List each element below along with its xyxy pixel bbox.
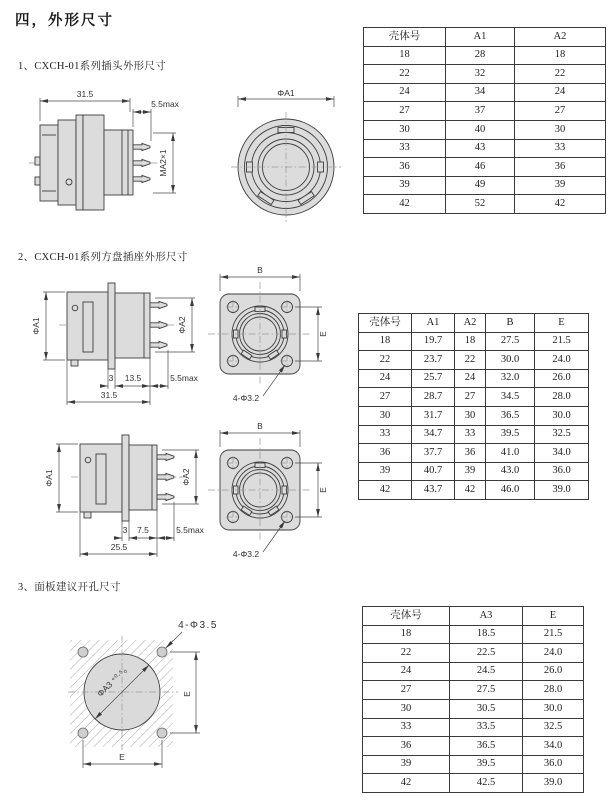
dim-flange-thickness-label: 3: [108, 373, 114, 383]
table-cell: 36: [515, 158, 606, 177]
table-cell: 28: [446, 46, 515, 65]
table-cell: 27: [359, 388, 412, 407]
table-cell: 33: [515, 139, 606, 158]
table-cell: 32.0: [486, 369, 535, 388]
table-cell: 46: [446, 158, 515, 177]
table-row: [359, 332, 589, 351]
table-cell: 40.7: [412, 462, 455, 481]
table-row: [359, 351, 589, 370]
dim-flange-thickness-label: 3: [122, 525, 128, 535]
table-cell: 43.0: [486, 462, 535, 481]
table-cell: 27: [515, 102, 606, 121]
table-cell: 36.5: [450, 737, 523, 756]
table-cell: 27.5: [486, 332, 535, 351]
table-cell: 30.0: [523, 699, 584, 718]
table-cell: 39: [515, 176, 606, 195]
table-cell: 23.7: [412, 351, 455, 370]
table-cell: 32.5: [523, 718, 584, 737]
table-row: [363, 718, 584, 737]
table-row: [359, 444, 589, 463]
table-cell: 37.7: [412, 444, 455, 463]
table-cell: 24.0: [535, 351, 589, 370]
table-cell: 43.7: [412, 481, 455, 500]
table-cell: 34.0: [535, 444, 589, 463]
table-cell: 22: [359, 351, 412, 370]
table-row: [363, 737, 584, 756]
section-2-heading: 2、CXCH-01系列方盘插座外形尺寸: [18, 252, 188, 263]
table-row: [363, 625, 584, 644]
column-header: B: [486, 314, 535, 333]
table-cell: 21.5: [523, 625, 584, 644]
dim-front-diameter-label: ΦA1: [44, 469, 54, 487]
table-cell: 18: [455, 332, 486, 351]
socket-dimensions-table: [358, 313, 589, 500]
table-cell: 34.7: [412, 425, 455, 444]
table-row: [363, 774, 584, 793]
dim-hole-spacing-label: E: [318, 331, 328, 337]
table-cell: 33: [359, 425, 412, 444]
table-cell: 28.0: [535, 388, 589, 407]
table-row: [363, 699, 584, 718]
table-cell: 22.5: [450, 644, 523, 663]
dim-flange-width-label: B: [257, 421, 263, 431]
dim-diameter-label: ΦA1: [277, 88, 295, 98]
table-cell: 25.7: [412, 369, 455, 388]
table-cell: 28.0: [523, 681, 584, 700]
table-cell: 27: [455, 388, 486, 407]
table-cell: 42: [363, 774, 450, 793]
table-cell: 39.0: [535, 481, 589, 500]
table-cell: 33: [455, 425, 486, 444]
table-cell: 24: [364, 83, 446, 102]
table-row: [364, 158, 606, 177]
table-cell: 31.7: [412, 406, 455, 425]
table-row: [359, 406, 589, 425]
table-cell: 36: [359, 444, 412, 463]
panel-cutout-drawing: [30, 608, 230, 800]
dim-rear-diameter-label: ΦA2: [181, 468, 191, 486]
table-cell: 18: [364, 46, 446, 65]
dim-overall-length-label: 25.5: [110, 542, 128, 552]
table-cell: 34: [446, 83, 515, 102]
table-header-row: [363, 607, 584, 626]
table-row: [364, 83, 606, 102]
table-cell: 32.5: [535, 425, 589, 444]
table-cell: 30: [363, 699, 450, 718]
table-row: [364, 46, 606, 65]
table-cell: 43: [446, 139, 515, 158]
dim-cutout-diameter-label: ΦA3 ⁺⁰·⁵₀: [95, 665, 129, 699]
dim-thread-label: MA2×1: [158, 149, 168, 177]
table-cell: 30: [364, 120, 446, 139]
table-cell: 46.0: [486, 481, 535, 500]
table-cell: 36: [363, 737, 450, 756]
table-cell: 49: [446, 176, 515, 195]
table-cell: 36.0: [523, 755, 584, 774]
dim-pin-length-label: 5.5max: [176, 525, 204, 535]
column-header: 壳体号: [364, 28, 446, 47]
table-cell: 39.0: [523, 774, 584, 793]
table-cell: 24: [455, 369, 486, 388]
table-cell: 27.5: [450, 681, 523, 700]
table-row: [363, 644, 584, 663]
table-cell: 28.7: [412, 388, 455, 407]
table-cell: 27: [364, 102, 446, 121]
table-cell: 42.5: [450, 774, 523, 793]
table-cell: 26.0: [535, 369, 589, 388]
column-header: A1: [446, 28, 515, 47]
dim-rear-length-label: 7.5: [137, 525, 149, 535]
table-cell: 30.0: [535, 406, 589, 425]
table-cell: 24: [359, 369, 412, 388]
page-title: 四，外形尺寸: [15, 13, 114, 29]
panel-cutout-dimensions-table: [362, 606, 584, 793]
column-header: A2: [455, 314, 486, 333]
table-cell: 30: [455, 406, 486, 425]
table-cell: 30.0: [486, 351, 535, 370]
dim-hole-spacing-label: E: [318, 487, 328, 493]
dim-hole-spacing-horizontal-label: E: [119, 752, 125, 762]
table-cell: 39: [359, 462, 412, 481]
table-cell: 33.5: [450, 718, 523, 737]
plug-side-view-drawing: [25, 85, 205, 230]
table-cell: 18: [363, 625, 450, 644]
table-cell: 18: [515, 46, 606, 65]
socket-front-view-lower-drawing: [200, 418, 345, 568]
table-cell: 24: [363, 662, 450, 681]
table-cell: 36: [364, 158, 446, 177]
column-header: 壳体号: [359, 314, 412, 333]
table-row: [364, 176, 606, 195]
table-cell: 22: [364, 65, 446, 84]
table-cell: 32: [446, 65, 515, 84]
table-cell: 33: [363, 718, 450, 737]
table-cell: 39: [363, 755, 450, 774]
socket-front-view-upper-drawing: [200, 262, 345, 412]
table-cell: 42: [364, 195, 446, 214]
table-cell: 19.7: [412, 332, 455, 351]
dim-mounting-holes-label: 4-Φ3.2: [232, 393, 260, 403]
column-header: 壳体号: [363, 607, 450, 626]
table-cell: 39: [364, 176, 446, 195]
table-cell: 34.0: [523, 737, 584, 756]
table-cell: 34.5: [486, 388, 535, 407]
table-cell: 39.5: [450, 755, 523, 774]
dim-flange-width-label: B: [257, 265, 263, 275]
dim-front-diameter-label: ΦA1: [31, 317, 41, 335]
column-header: E: [523, 607, 584, 626]
table-row: [363, 755, 584, 774]
table-row: [364, 102, 606, 121]
dim-overall-length-label: 31.5: [76, 89, 94, 99]
table-cell: 37: [446, 102, 515, 121]
plug-front-view-drawing: [215, 85, 355, 230]
dim-pin-length-label: 5.5max: [170, 373, 198, 383]
socket-side-view-long-drawing: [15, 268, 205, 413]
table-row: [364, 139, 606, 158]
section-3-heading: 3、面板建议开孔尺寸: [18, 582, 121, 593]
column-header: A3: [450, 607, 523, 626]
table-cell: 36.0: [535, 462, 589, 481]
table-row: [359, 369, 589, 388]
table-cell: 52: [446, 195, 515, 214]
dim-overall-length-label: 31.5: [100, 390, 118, 400]
table-cell: 22: [455, 351, 486, 370]
table-cell: 30.5: [450, 699, 523, 718]
dim-pin-length-label: 5.5max: [151, 99, 179, 109]
table-cell: 26.0: [523, 662, 584, 681]
table-cell: 42: [515, 195, 606, 214]
dim-mounting-holes-label: 4-Φ3.5: [178, 620, 218, 631]
column-header: A1: [412, 314, 455, 333]
table-cell: 30: [515, 120, 606, 139]
table-cell: 42: [359, 481, 412, 500]
table-cell: 36.5: [486, 406, 535, 425]
table-cell: 22: [363, 644, 450, 663]
dim-rear-length-label: 13.5: [124, 373, 142, 383]
table-row: [364, 65, 606, 84]
table-row: [363, 681, 584, 700]
table-cell: 22: [515, 65, 606, 84]
table-row: [363, 662, 584, 681]
table-header-row: [364, 28, 606, 47]
column-header: A2: [515, 28, 606, 47]
section-1-heading: 1、CXCH-01系列插头外形尺寸: [18, 61, 167, 72]
table-cell: 39.5: [486, 425, 535, 444]
table-cell: 24.0: [523, 644, 584, 663]
table-cell: 40: [446, 120, 515, 139]
table-cell: 21.5: [535, 332, 589, 351]
dim-hole-spacing-vertical-label: E: [182, 691, 192, 697]
table-cell: 18.5: [450, 625, 523, 644]
table-cell: 42: [455, 481, 486, 500]
table-row: [364, 120, 606, 139]
table-cell: 41.0: [486, 444, 535, 463]
table-cell: 33: [364, 139, 446, 158]
table-row: [359, 481, 589, 500]
table-cell: 39: [455, 462, 486, 481]
table-cell: 24.5: [450, 662, 523, 681]
plug-dimensions-table: [363, 27, 606, 214]
dim-mounting-holes-label: 4-Φ3.2: [232, 549, 260, 559]
table-header-row: [359, 314, 589, 333]
table-cell: 27: [363, 681, 450, 700]
table-cell: 36: [455, 444, 486, 463]
column-header: E: [535, 314, 589, 333]
table-row: [364, 195, 606, 214]
table-row: [359, 425, 589, 444]
table-row: [359, 388, 589, 407]
table-cell: 18: [359, 332, 412, 351]
socket-side-view-short-drawing: [15, 420, 205, 570]
table-cell: 24: [515, 83, 606, 102]
table-row: [359, 462, 589, 481]
dim-rear-diameter-label: ΦA2: [177, 316, 187, 334]
table-cell: 30: [359, 406, 412, 425]
